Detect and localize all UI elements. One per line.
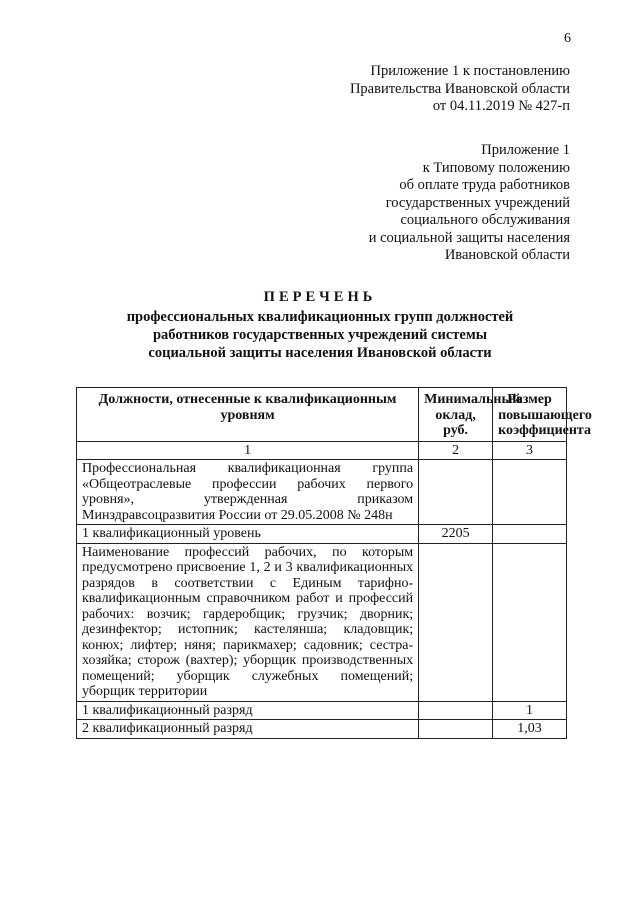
header-positions: Должности, отнесенные к квалификационным уровням [77,388,419,442]
table-row [77,543,567,701]
annex-line: государственных учреждений [385,194,570,211]
table-row [77,525,567,544]
title-line: социальной защиты населения Ивановской области [148,345,492,361]
column-numbers-row [77,441,567,460]
salary-cell: 2205 [419,525,493,544]
annex-line: Приложение 1 [481,142,570,158]
header-coefficient: Размер повышающего коэффициента [493,388,567,442]
header-min-salary: Минимальный оклад, руб. [419,388,493,442]
salary-cell [419,460,493,525]
annex-line: Приложение 1 к постановлению [370,63,570,79]
annex-line: от 04.11.2019 № 427-п [432,98,570,114]
annex-line: Правительства Ивановской области [349,80,570,97]
annex-line: Ивановской области [444,247,570,263]
qualification-groups-table [76,387,592,739]
position-cell: 2 квалификационный разряд [77,720,419,739]
title-heading: ПЕРЕЧЕНЬ [263,289,377,305]
annex-line: к Типовому положению [422,159,570,176]
position-cell: Наименование профессий рабочих, по которым предусмотрено присвоение 1, 2 и 3 квалификационных разрядов в соответствии с Единым тарифно-квалификационным справочником работ и профессий рабочих: возчик; гардеробщик; грузчик; дворник; дезинфектор; истопник; кастелянша; кладовщик; конюх; лифтер; няня; парикмахер; садовник; сестра-хозяйка; сторож (вахтер); уборщик производственных помещений; уборщик служебных помещений; уборщик территории [77,543,419,701]
annex-line: социального обслуживания [400,212,570,228]
coefficient-cell: 1,03 [493,720,567,739]
salary-cell [419,720,493,739]
page-number: 6 [564,31,571,46]
column-number: 1 [77,441,419,460]
table-row [77,720,567,739]
coefficient-cell [493,460,567,525]
annex-regulation-reference [369,142,570,265]
coefficient-cell: 1 [493,701,567,720]
table-header-row [77,388,567,442]
table-row [77,460,567,525]
table-row [77,701,567,720]
salary-cell [419,701,493,720]
column-number: 3 [493,441,567,460]
coefficient-cell [493,543,567,701]
coefficient-cell [493,525,567,544]
position-cell: Профессиональная квалификационная группа «Общеотраслевые профессии рабочих первого уровня», утвержденная приказом Минздравсоцразвития России от 29.05.2008 № 248н [77,460,419,525]
title-line: работников государственных учреждений системы [152,327,488,343]
salary-cell [419,543,493,701]
annex-line: и социальной защиты населения [368,229,570,246]
document-title [70,288,570,362]
position-cell: 1 квалификационный разряд [77,701,419,720]
annex-resolution-reference [350,63,570,116]
column-number: 2 [419,441,493,460]
annex-line: об оплате труда работников [399,177,570,193]
position-cell: 1 квалификационный уровень [77,525,419,544]
title-line: профессиональных квалификационных групп должностей [126,309,514,325]
